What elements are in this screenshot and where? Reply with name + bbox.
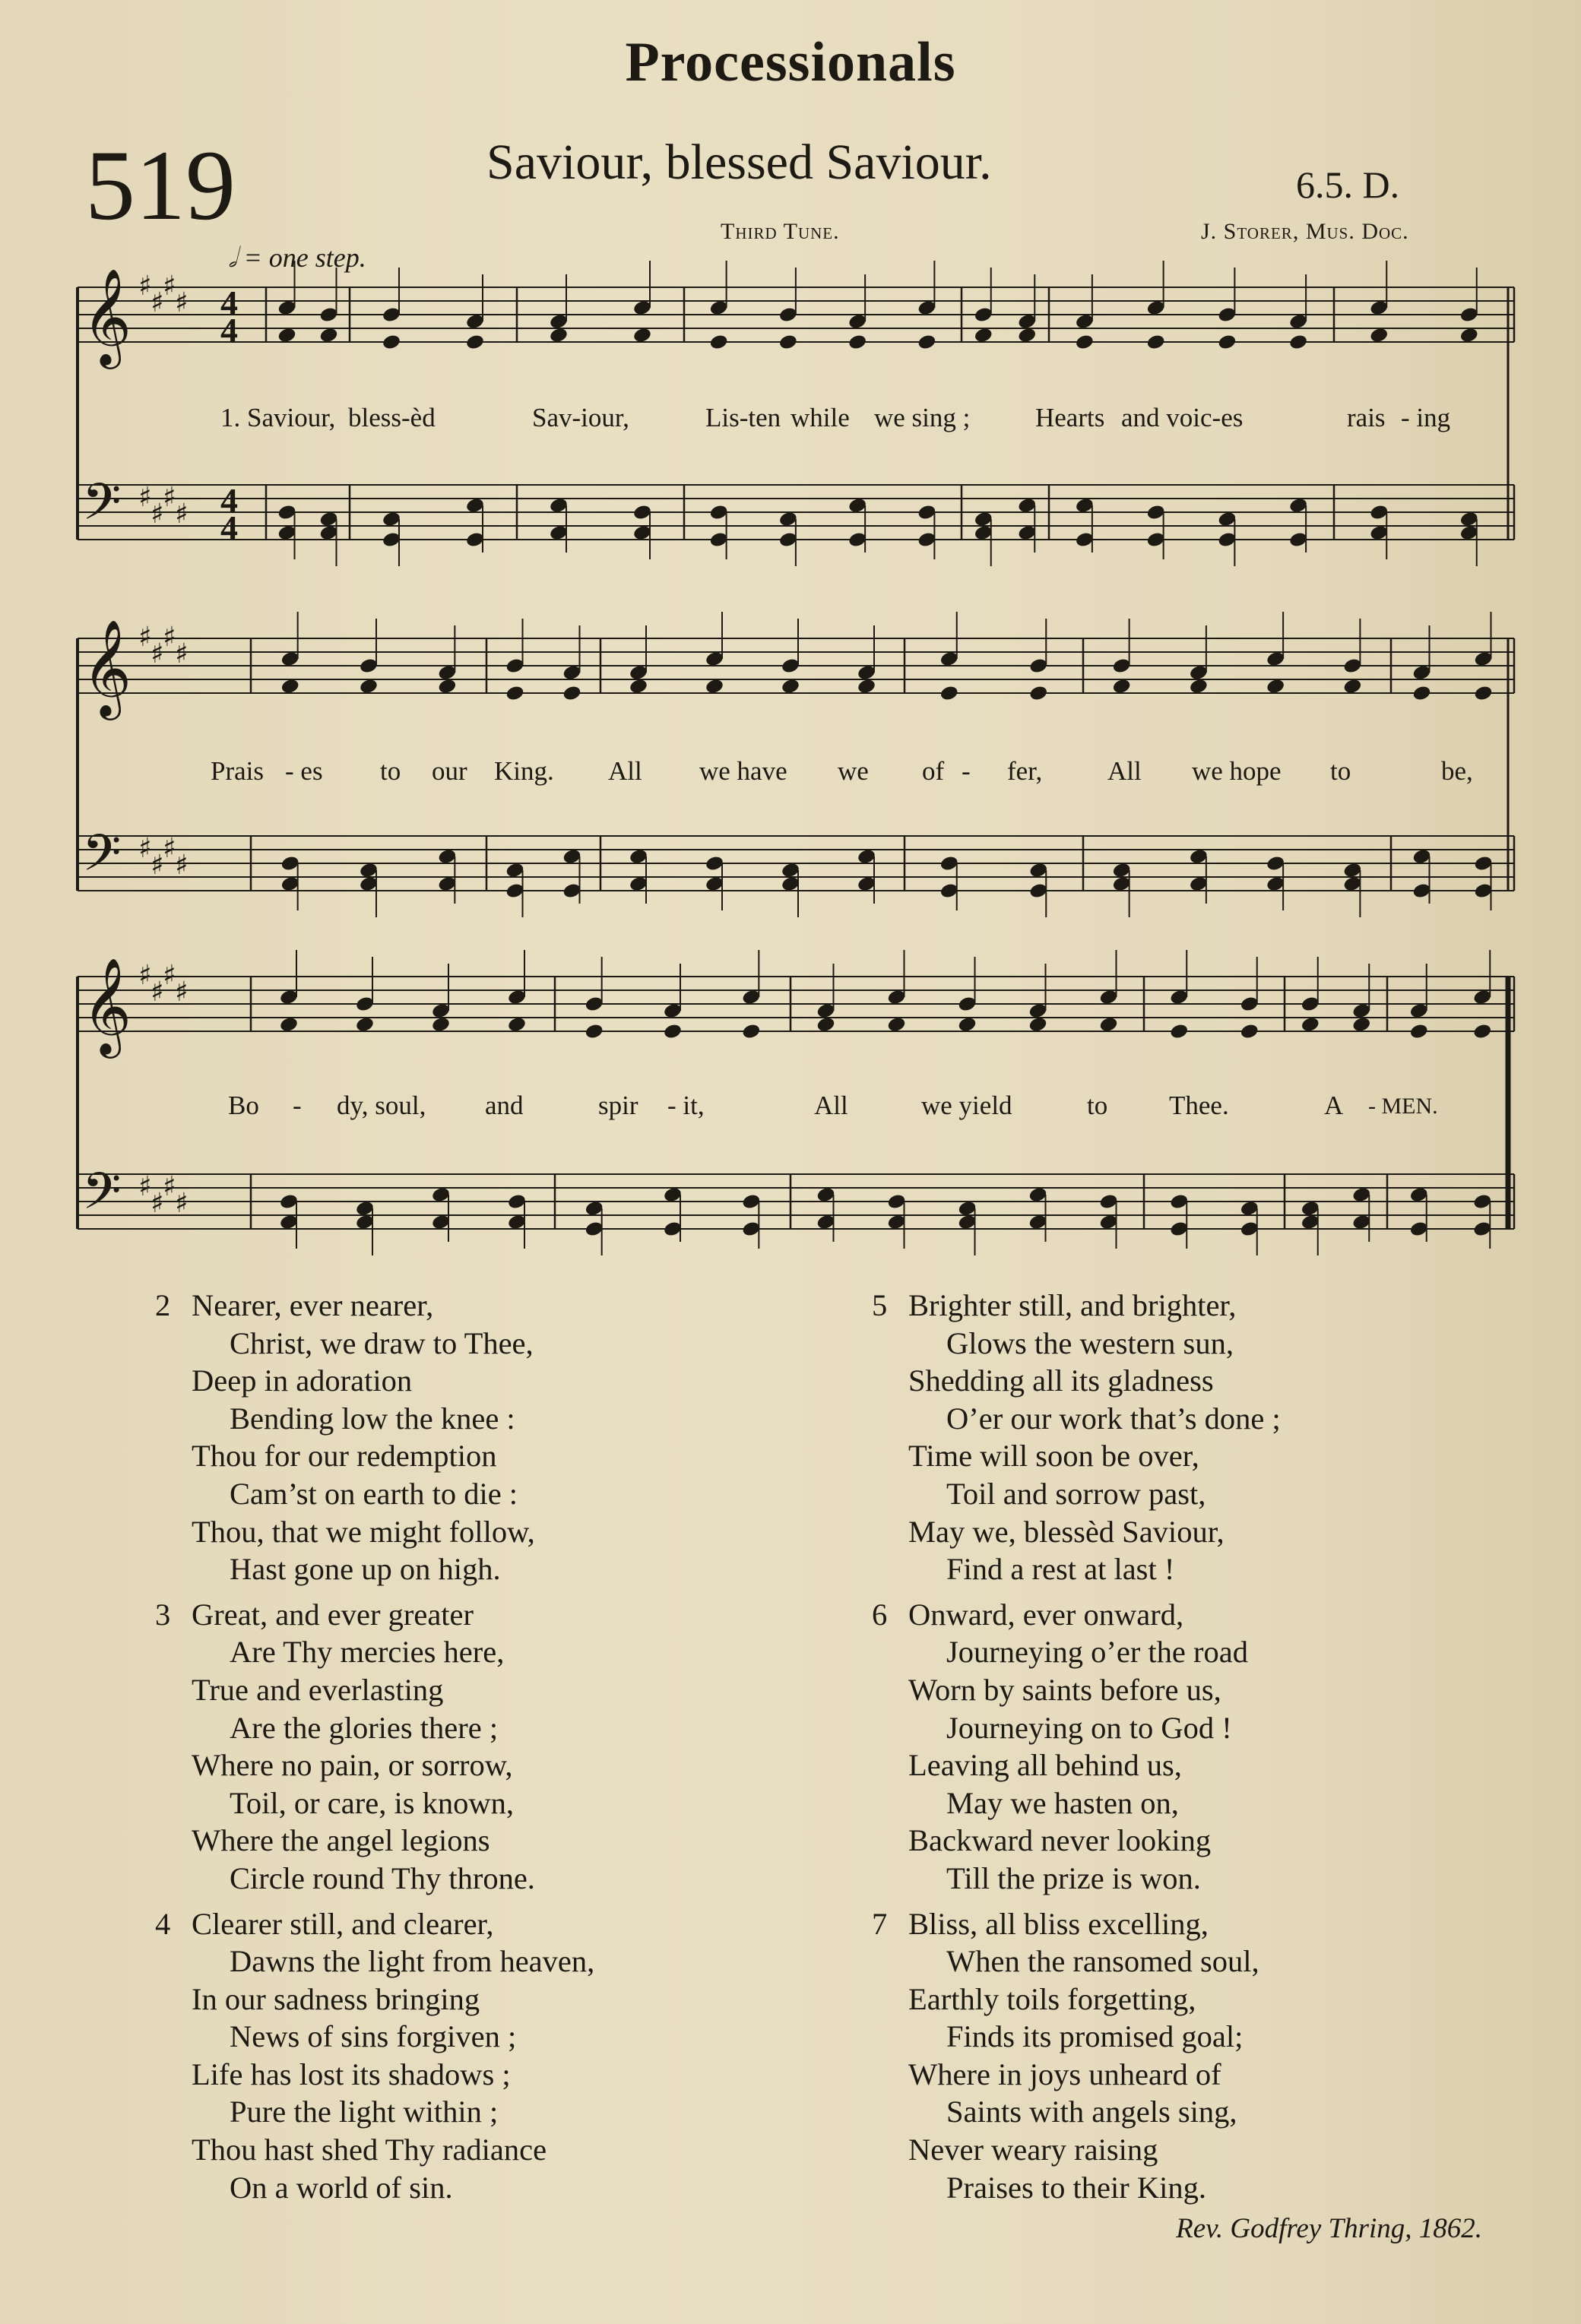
- note-head: [632, 327, 652, 344]
- note-head: [1472, 1023, 1492, 1040]
- hymn-title: Saviour, blessed Saviour.: [486, 135, 992, 190]
- verse-line: Great, and ever greater: [192, 1597, 474, 1632]
- verse-line: Where the angel legions: [192, 1823, 490, 1858]
- verse-line: Journeying on to God !: [946, 1710, 1232, 1745]
- note-head: [585, 1023, 604, 1040]
- sharp-icon: ♯: [163, 1171, 176, 1202]
- verse-line: Cam’st on earth to die :: [230, 1476, 518, 1511]
- verse-line: Hast gone up on high.: [230, 1552, 501, 1587]
- note-head: [816, 1016, 835, 1034]
- note-head: [1028, 1016, 1047, 1034]
- verse-5: [872, 1287, 1281, 1588]
- note-head: [280, 678, 300, 695]
- note-head: [974, 327, 993, 344]
- verse-number: 3: [155, 1597, 171, 1632]
- lyric-syllable: bless-èd: [348, 403, 436, 432]
- lyric-syllable: Lis-ten: [705, 403, 781, 432]
- sharp-icon: ♯: [163, 622, 176, 653]
- lyric-line-2: [0, 756, 1581, 794]
- note-head: [705, 678, 724, 695]
- verse-line: Brighter still, and brighter,: [908, 1288, 1237, 1322]
- sharp-icon: ♯: [150, 287, 164, 318]
- lyric-syllable: Prais: [211, 756, 264, 786]
- lyric-syllable: and voic-es: [1121, 403, 1244, 432]
- lyric-syllable: to: [380, 756, 401, 786]
- verse-line: Praises to their King.: [946, 2170, 1206, 2205]
- lyric-syllable: A: [1324, 1091, 1344, 1120]
- note-head: [1189, 678, 1209, 695]
- note-head: [279, 1016, 299, 1034]
- bass-clef-icon: 𝄢: [82, 473, 122, 543]
- note-head: [465, 334, 485, 351]
- treble-clef-icon: 𝄞: [82, 268, 132, 365]
- lyric-syllable: we have: [699, 756, 787, 786]
- note-head: [663, 1023, 683, 1040]
- verse-line: Leaving all behind us,: [908, 1748, 1182, 1783]
- note-head: [437, 678, 457, 695]
- tempo-text: one step.: [268, 242, 366, 273]
- lyric-syllable: 1. Saviour,: [220, 403, 336, 432]
- lyric-syllable: King.: [494, 756, 554, 786]
- verse-line: Earthly toils forgetting,: [908, 1981, 1196, 2016]
- verse-line: Find a rest at last !: [946, 1552, 1175, 1587]
- note-head: [1342, 678, 1362, 695]
- lyric-syllable: -: [962, 756, 971, 786]
- section-title: Processionals: [625, 31, 956, 93]
- note-head: [781, 678, 800, 695]
- lyric-line-3: [0, 1091, 1581, 1129]
- verse-line: Where in joys unheard of: [908, 2056, 1221, 2091]
- note-head: [778, 334, 798, 351]
- treble-clef-icon: 𝄞: [82, 619, 132, 716]
- note-head: [917, 334, 936, 351]
- time-signature: 4: [220, 481, 238, 520]
- sharp-icon: ♯: [163, 960, 176, 991]
- time-signature: 4: [220, 283, 238, 322]
- lyric-syllable: we yield: [921, 1091, 1012, 1120]
- tune-label: Third Tune.: [721, 219, 840, 244]
- verse-line: Thou, that we might follow,: [192, 1514, 535, 1549]
- time-signature: 4: [220, 508, 238, 547]
- sharp-icon: ♯: [150, 977, 164, 1008]
- note-head: [1112, 678, 1132, 695]
- sharp-icon: ♯: [175, 499, 189, 530]
- lyric-syllable: while: [790, 403, 850, 432]
- verse-line: News of sins forgiven ;: [230, 2019, 517, 2054]
- lyric-syllable: and: [485, 1091, 524, 1120]
- lyric-syllable: to: [1330, 756, 1351, 786]
- verse-line: On a world of sin.: [230, 2170, 453, 2205]
- verse-line: Finds its promised goal;: [946, 2019, 1244, 2054]
- note-head: [1351, 1016, 1371, 1034]
- lyric-syllable: rais: [1347, 403, 1386, 432]
- note-head: [1240, 1023, 1259, 1040]
- verse-line: Clearer still, and clearer,: [192, 1906, 494, 1941]
- note-head: [1098, 1016, 1118, 1034]
- note-head: [431, 1016, 451, 1034]
- verse-line: Are Thy mercies here,: [230, 1635, 505, 1670]
- note-head: [957, 1016, 977, 1034]
- hymn-number: 519: [85, 129, 236, 241]
- verse-line: Circle round Thy throne.: [230, 1860, 535, 1895]
- sharp-icon: ♯: [175, 287, 189, 318]
- lyric-syllable: be,: [1441, 756, 1473, 786]
- note-head: [562, 685, 581, 702]
- sharp-icon: ♯: [138, 622, 152, 653]
- verse-line: Backward never looking: [908, 1823, 1212, 1858]
- verses-left-column: [155, 1287, 595, 2214]
- lyric-syllable: - es: [285, 756, 323, 786]
- treble-clef-icon: 𝄞: [82, 957, 132, 1054]
- verse-line: Onward, ever onward,: [908, 1597, 1184, 1632]
- verse-line: Glows the western sun,: [946, 1325, 1234, 1360]
- sharp-icon: ♯: [138, 960, 152, 991]
- note-head: [1169, 1023, 1189, 1040]
- verse-line: Thou for our redemption: [192, 1439, 497, 1474]
- sharp-icon: ♯: [138, 271, 152, 302]
- note-head: [709, 334, 729, 351]
- verse-number: 4: [155, 1906, 171, 1941]
- sharp-icon: ♯: [150, 1188, 164, 1219]
- note-head: [382, 334, 401, 351]
- verse-line: Saints with angels sing,: [946, 2094, 1237, 2129]
- verse-line: Are the glories there ;: [230, 1710, 499, 1745]
- note-head: [1301, 1016, 1320, 1034]
- verse-number: 7: [872, 1906, 888, 1941]
- sharp-icon: ♯: [175, 977, 189, 1008]
- verse-line: Never weary raising: [908, 2132, 1158, 2167]
- lyric-syllable: we sing ;: [874, 403, 971, 432]
- sharp-icon: ♯: [138, 833, 152, 864]
- note-head: [1217, 334, 1237, 351]
- lyric-syllable: Hearts: [1035, 403, 1105, 432]
- lyric-syllable: All: [1107, 756, 1142, 786]
- verse-line: Worn by saints before us,: [908, 1672, 1221, 1707]
- note-head: [549, 327, 569, 344]
- note-head: [886, 1016, 906, 1034]
- verse-line: Life has lost its shadows ;: [192, 2056, 511, 2091]
- note-head: [1266, 678, 1285, 695]
- note-head: [857, 678, 876, 695]
- verse-3: [155, 1596, 594, 1898]
- lyric-syllable: spir: [598, 1091, 638, 1120]
- note-head: [1473, 685, 1493, 702]
- sharp-icon: ♯: [175, 1188, 189, 1219]
- verse-number: 5: [872, 1288, 888, 1322]
- verse-line: Nearer, ever nearer,: [192, 1288, 434, 1322]
- note-head: [507, 1016, 527, 1034]
- verse-line: When the ransomed soul,: [946, 1944, 1259, 1979]
- bass-clef-icon: 𝄢: [82, 1162, 122, 1233]
- note-head: [1288, 334, 1308, 351]
- lyric-syllable: Thee.: [1169, 1091, 1229, 1120]
- lyric-syllable: All: [608, 756, 642, 786]
- verse-2: [155, 1287, 594, 1588]
- verse-line: Thou hast shed Thy radiance: [192, 2132, 547, 2167]
- verse-number: 6: [872, 1597, 888, 1632]
- note-head: [1411, 685, 1431, 702]
- time-signature: 4: [220, 311, 238, 350]
- verse-line: Where no pain, or sorrow,: [192, 1748, 513, 1783]
- sharp-icon: ♯: [163, 833, 176, 864]
- verse-line: Journeying o’er the road: [946, 1635, 1248, 1670]
- sharp-icon: ♯: [175, 850, 189, 881]
- verse-4: [155, 1905, 595, 2207]
- verse-line: May we, blessèd Saviour,: [908, 1514, 1225, 1549]
- verse-line: Pure the light within ;: [230, 2094, 499, 2129]
- verse-line: Toil and sorrow past,: [946, 1476, 1206, 1511]
- lyric-syllable: - ing: [1401, 403, 1451, 432]
- sharp-icon: ♯: [175, 638, 189, 670]
- note-head: [848, 334, 867, 351]
- sharp-icon: ♯: [150, 850, 164, 881]
- bass-clef-icon: 𝄢: [82, 824, 122, 894]
- lyric-syllable: to: [1087, 1091, 1108, 1120]
- note-head: [355, 1016, 375, 1034]
- verse-line: Dawns the light from heaven,: [230, 1944, 595, 1979]
- verse-line: Time will soon be over,: [908, 1439, 1199, 1474]
- note-head: [318, 327, 338, 344]
- verse-line: Christ, we draw to Thee,: [230, 1325, 534, 1360]
- verse-line: Bending low the knee :: [230, 1401, 515, 1436]
- note-head: [277, 327, 296, 344]
- lyric-syllable: fer,: [1007, 756, 1043, 786]
- lyric-syllable: - it,: [667, 1091, 705, 1120]
- composer: J. Storer, Mus. Doc.: [1201, 219, 1409, 244]
- lyric-syllable: -: [293, 1091, 302, 1120]
- note-head: [1369, 327, 1389, 344]
- lyric-syllable: of: [922, 756, 945, 786]
- lyric-syllable: Bo: [228, 1091, 259, 1120]
- verse-line: True and everlasting: [192, 1672, 444, 1707]
- verse-line: Bliss, all bliss excelling,: [908, 1906, 1209, 1941]
- lyric-syllable: All: [814, 1091, 848, 1120]
- note-head: [1017, 327, 1037, 344]
- lyric-syllable: - MEN.: [1368, 1094, 1438, 1119]
- note-head: [1459, 327, 1479, 344]
- hymn-author: Rev. Godfrey Thring, 1862.: [1176, 2213, 1482, 2244]
- note-head: [505, 685, 524, 702]
- note-head: [359, 678, 379, 695]
- verse-line: Toil, or care, is known,: [230, 1785, 514, 1820]
- lyric-syllable: our: [432, 756, 467, 786]
- verse-line: Deep in adoration: [192, 1363, 413, 1398]
- meter: 6.5. D.: [1296, 163, 1400, 206]
- sharp-icon: ♯: [163, 271, 176, 302]
- verses-right-column: [872, 1287, 1281, 2214]
- note-head: [1028, 685, 1048, 702]
- note-head: [1146, 334, 1166, 351]
- verse-line: Till the prize is won.: [946, 1860, 1201, 1895]
- note-head: [939, 685, 959, 702]
- lyric-syllable: we: [838, 756, 869, 786]
- note-head: [629, 678, 648, 695]
- verse-6: [872, 1596, 1281, 1898]
- verse-line: Shedding all its gladness: [908, 1363, 1214, 1398]
- verse-7: [872, 1905, 1281, 2207]
- sharp-icon: ♯: [138, 1171, 152, 1202]
- lyric-syllable: Sav-iour,: [532, 403, 629, 432]
- lyric-line-1: [0, 403, 1581, 441]
- lyric-syllable: we hope: [1192, 756, 1282, 786]
- sharp-icon: ♯: [163, 482, 176, 513]
- lyric-syllable: dy, soul,: [337, 1091, 426, 1120]
- note-head: [1409, 1023, 1429, 1040]
- verse-line: May we hasten on,: [946, 1785, 1179, 1820]
- sharp-icon: ♯: [150, 638, 164, 670]
- verse-number: 2: [155, 1288, 171, 1322]
- verse-line: O’er our work that’s done ;: [946, 1401, 1281, 1436]
- note-head: [1075, 334, 1095, 351]
- sharp-icon: ♯: [138, 482, 152, 513]
- half-note-icon: 𝅗𝅥 =: [228, 242, 269, 273]
- note-head: [741, 1023, 761, 1040]
- verse-line: In our sadness bringing: [192, 1981, 480, 2016]
- sharp-icon: ♯: [150, 499, 164, 530]
